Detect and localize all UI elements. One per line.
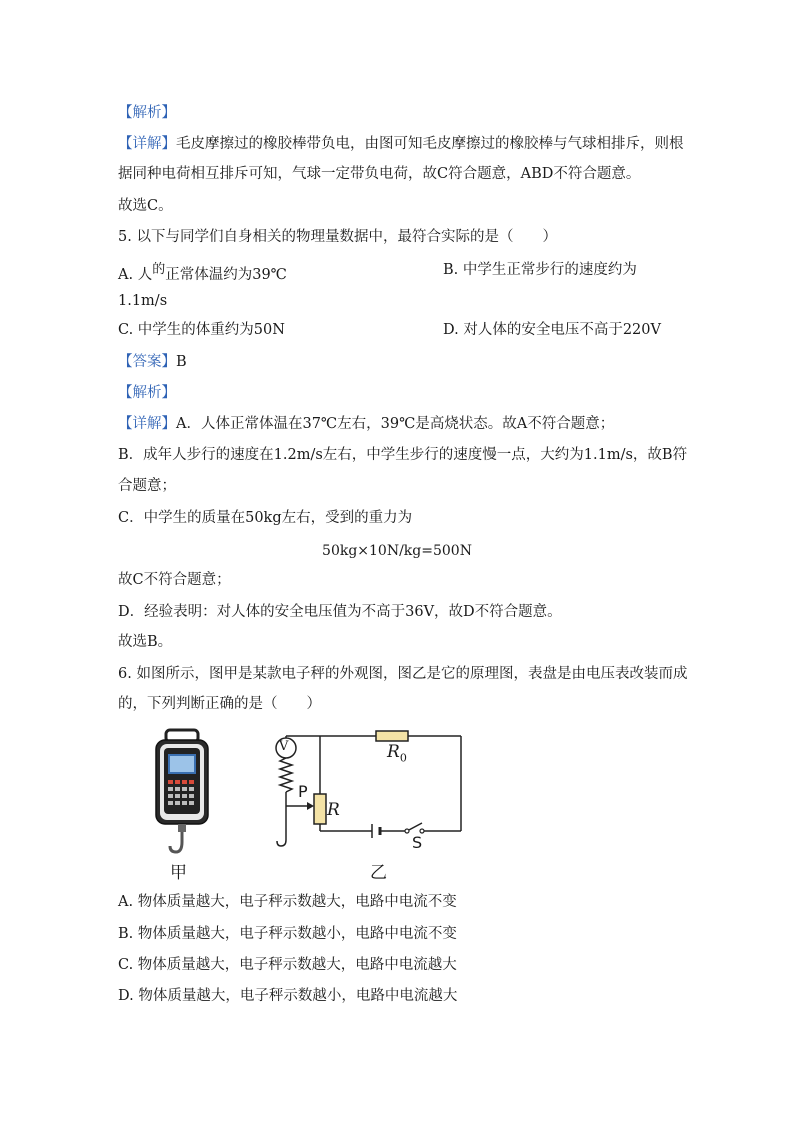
q5-answer-value: B <box>176 354 187 370</box>
q5-option-a <box>118 260 287 285</box>
r0-label-main: R <box>387 742 400 762</box>
q4-detail-line-1 <box>118 134 684 154</box>
q5-detail-5: 故C不符合题意； <box>118 572 231 588</box>
q5-option-b-cont: 1.1m/s <box>118 293 168 309</box>
q6-option-c: C. 物体质量越大，电子秤示数越大，电路中电流越大 <box>118 957 457 973</box>
figure-jia-label: 甲 <box>170 863 187 883</box>
rheostat-r-label: R <box>327 800 340 820</box>
q6-option-d: D. 物体质量越大，电子秤示数越小，电路中电流越大 <box>118 988 458 1004</box>
voltmeter-label: V <box>279 739 289 754</box>
q6-stem-1: 6. 如图所示，图甲是某款电子秤的外观图，图乙是它的原理图，表盘是由电压表改装而成 <box>118 666 688 682</box>
detail-tag: 【详解】 <box>118 136 176 152</box>
answer-tag: 【答案】 <box>118 354 176 370</box>
q6-stem-2: 的，下列判断正确的是（ ） <box>118 696 321 712</box>
q4-choice: 故选C。 <box>118 198 173 214</box>
q5-detail-3: 合题意； <box>118 478 176 494</box>
q5-detail-6: D．经验表明：对人体的安全电压值为不高于36V，故D不符合题意。 <box>118 604 562 620</box>
r0-label-sub: 0 <box>399 751 407 765</box>
q5-detail-4: C．中学生的质量在50kg左右，受到的重力为 <box>118 510 413 526</box>
q5-option-d: D. 对人体的安全电压不高于220V <box>443 322 661 338</box>
slider-p-label: P <box>298 782 308 801</box>
q5-formula: 50kg×10N/kg=500N <box>322 543 472 559</box>
q6-option-a: A. 物体质量越大，电子秤示数越大，电路中电流不变 <box>118 894 457 910</box>
q5-detail-tag: 【详解】 <box>118 416 176 432</box>
switch-s-label: S <box>412 833 423 852</box>
q5-choice: 故选B。 <box>118 634 173 650</box>
q5-detail-2: B．成年人步行的速度在1.2m/s左右，中学生步行的速度慢一点，大约为1.1m/s，故B符 <box>118 447 688 463</box>
q5-option-b: B. 中学生正常步行的速度约为 <box>443 262 637 278</box>
q4-detail-line-2: 据同种电荷相互排斥可知，气球一定带负电荷，故C符合题意，ABD不符合题意。 <box>118 166 641 182</box>
q5-detail-text-1: A．人体正常体温在37℃左右，39℃是高烧状态。故A不符合题意； <box>176 416 615 432</box>
q5-stem: 5. 以下与同学们自身相关的物理量数据中，最符合实际的是（ ） <box>118 229 557 245</box>
q5-option-c: C. 中学生的体重约为50N <box>118 322 285 338</box>
q5-answer <box>118 352 187 372</box>
q5-option-a-text: A. 人 <box>118 267 153 283</box>
r0-label <box>387 742 407 764</box>
q5-analysis-tag: 【解析】 <box>118 385 176 401</box>
figure-yi-label: 乙 <box>370 863 387 883</box>
electronic-scale-illustration <box>148 728 218 860</box>
q5-detail-1 <box>118 414 614 434</box>
q4-detail-text-1: 毛皮摩擦过的橡胶棒带负电，由图可知毛皮摩擦过的橡胶棒与气球相排斥，则根 <box>176 136 684 152</box>
analysis-tag: 【解析】 <box>118 105 176 121</box>
q5-option-a-sup: 的 <box>152 262 166 277</box>
q5-option-a-text-2: 正常体温约为39℃ <box>165 267 287 283</box>
q6-option-b: B. 物体质量越大，电子秤示数越小，电路中电流不变 <box>118 926 457 942</box>
